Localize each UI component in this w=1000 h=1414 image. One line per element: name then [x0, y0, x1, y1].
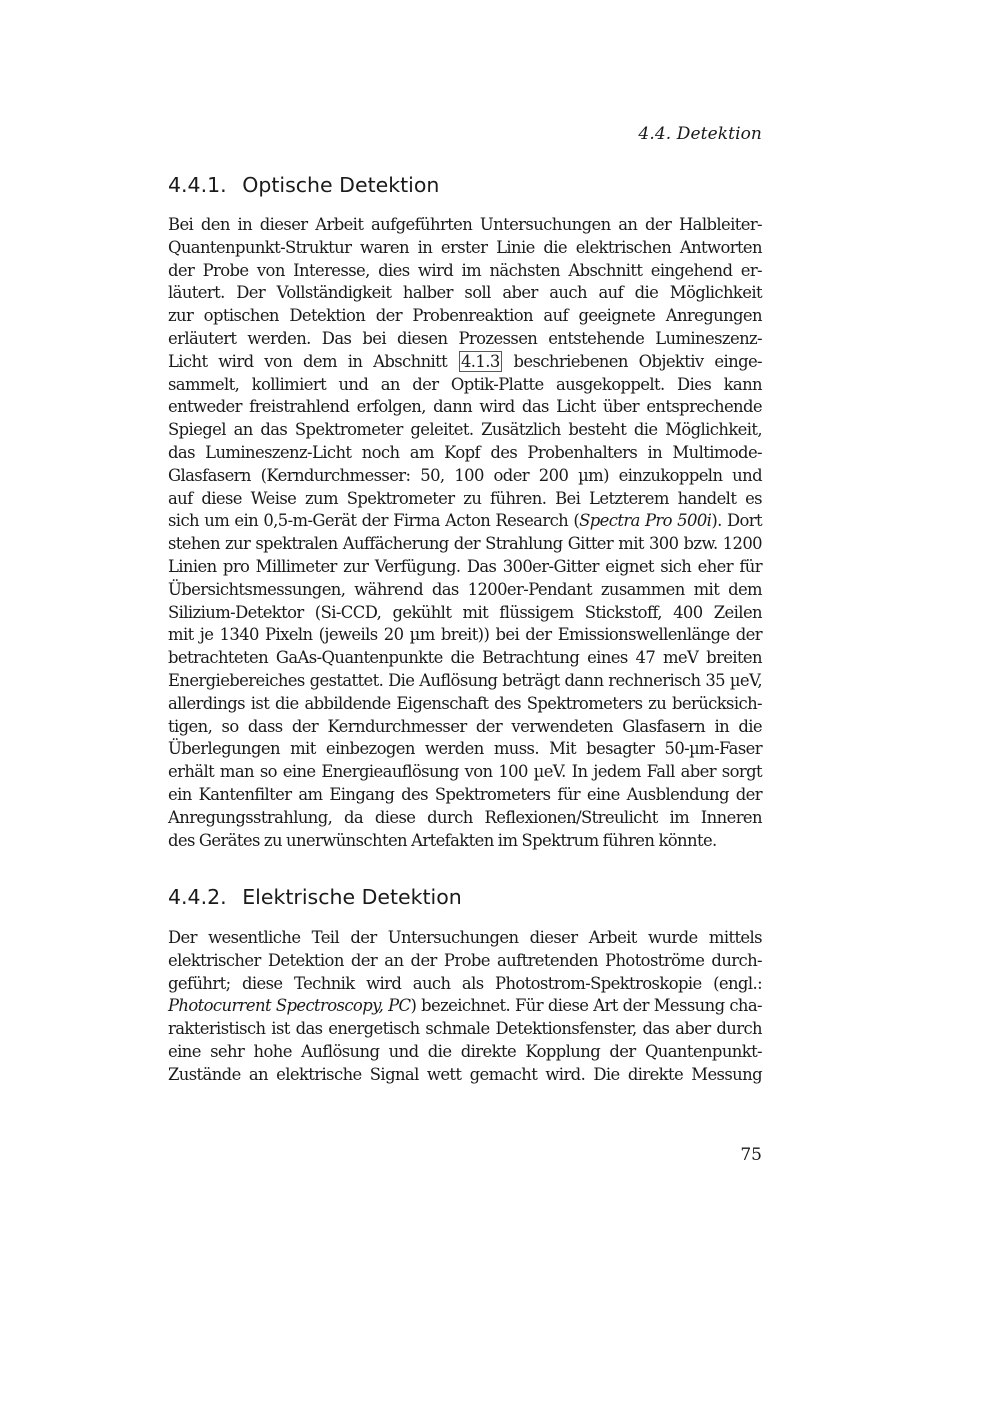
text-line: erhält man so eine Energieauflösung von 100 µeV. In jedem Fall aber sorgt [168, 762, 762, 782]
text-line: eine sehr hohe Auflösung und die direkte Kopplung der Quantenpunkt- [168, 1041, 762, 1061]
section-heading-optische-detektion [168, 173, 762, 197]
product-name-italic: Spectra Pro 500i [579, 511, 712, 531]
text-line: Überlegungen mit einbezogen werden muss. Mit besagter 50-µm-Faser [168, 739, 762, 759]
paragraph-elektrische-detektion [168, 927, 762, 1087]
term-italic: Photocurrent Spectroscopy, PC [168, 996, 411, 1016]
text-line: entweder freistrahlend erfolgen, dann wird das Licht über entsprechende [168, 397, 762, 417]
text-line: elektrischer Detektion der an der Probe auftretenden Photoströme durch- [168, 950, 762, 970]
text-line: Licht wird von dem in Abschnitt 4.1.3 beschriebenen Objektiv einge- [168, 351, 762, 371]
text-line: mit je 1340 Pixeln (jeweils 20 µm breit)) bei der Emissionswellenlänge der [168, 625, 762, 645]
text-line: sammelt, kollimiert und an der Optik-Platte ausgekoppelt. Dies kann [168, 374, 762, 394]
section-heading-elektrische-detektion [168, 885, 762, 909]
text-line: Zustände an elektrische Signal wett gemacht wird. Die direkte Messung [168, 1064, 762, 1084]
section-number: 4.4.2. [168, 885, 227, 909]
text-line: sich um ein 0,5-m-Gerät der Firma Acton Research (Spectra Pro 500i). Dort [168, 511, 762, 531]
text-line: stehen zur spektralen Auffächerung der Strahlung Gitter mit 300 bzw. 1200 [168, 534, 762, 554]
text-line: läutert. Der Vollständigkeit halber soll aber auch auf die Möglichkeit [168, 283, 762, 303]
text-line: Glasfasern (Kerndurchmesser: 50, 100 oder 200 µm) einzukoppeln und [168, 465, 762, 485]
text-line: Der wesentliche Teil der Untersuchungen dieser Arbeit wurde mittels [168, 928, 762, 947]
text-line: tigen, so dass der Kerndurchmesser der verwendeten Glasfasern in die [168, 716, 762, 736]
text-line: Quantenpunkt-Struktur waren in erster Linie die elektrischen Antworten [168, 237, 762, 257]
text-line: ein Kantenfilter am Eingang des Spektrometers für eine Ausblendung der [168, 784, 762, 804]
text-line: erläutert werden. Das bei diesen Prozessen entstehende Lumineszenz- [168, 328, 762, 348]
page-number: 75 [740, 1145, 762, 1165]
text-line: Übersichtsmessungen, während das 1200er-Pendant zusammen mit dem [168, 579, 762, 599]
section-number: 4.4.1. [168, 173, 227, 197]
text-line: des Gerätes zu unerwünschten Artefakten im Spektrum führen könnte. [168, 830, 717, 850]
section-reference-link[interactable]: 4.1.3 [460, 351, 500, 371]
text-line: rakteristisch ist das energetisch schmale Detektionsfenster, das aber durch [168, 1019, 762, 1039]
text-line: Anregungsstrahlung, da diese durch Reflexionen/Streulicht im Inneren [168, 807, 762, 827]
text-line: Bei den in dieser Arbeit aufgeführten Untersuchungen an der Halbleiter- [168, 215, 762, 234]
text-line: Linien pro Millimeter zur Verfügung. Das 300er-Gitter eignet sich eher für [168, 556, 762, 576]
text-line: Spiegel an das Spektrometer geleitet. Zusätzlich besteht die Möglichkeit, [168, 420, 762, 440]
text-line: betrachteten GaAs-Quantenpunkte die Betrachtung eines 47 meV breiten [168, 648, 762, 668]
section-title: Optische Detektion [242, 173, 440, 197]
text-line: Photocurrent Spectroscopy, PC) bezeichnet. Für diese Art der Messung cha- [168, 996, 762, 1016]
text-line: zur optischen Detektion der Probenreaktion auf geeignete Anregungen [168, 306, 762, 326]
text-line: das Lumineszenz-Licht noch am Kopf des Probenhalters in Multimode- [168, 442, 762, 462]
paragraph-optische-detektion [168, 214, 762, 852]
running-head: 4.4. Detektion [638, 124, 762, 144]
text-line: allerdings ist die abbildende Eigenschaft des Spektrometers zu berücksich- [168, 693, 762, 713]
text-line: geführt; diese Technik wird auch als Photostrom-Spektroskopie (engl.: [168, 973, 762, 993]
text-line: auf diese Weise zum Spektrometer zu führen. Bei Letzterem handelt es [168, 488, 762, 508]
text-line: Energiebereiches gestattet. Die Auflösung beträgt dann rechnerisch 35 µeV, [168, 670, 762, 690]
text-line: der Probe von Interesse, dies wird im nächsten Abschnitt eingehend er- [168, 260, 762, 280]
section-title: Elektrische Detektion [242, 885, 462, 909]
text-line: Silizium-Detektor (Si-CCD, gekühlt mit flüssigem Stickstoff, 400 Zeilen [168, 602, 762, 622]
